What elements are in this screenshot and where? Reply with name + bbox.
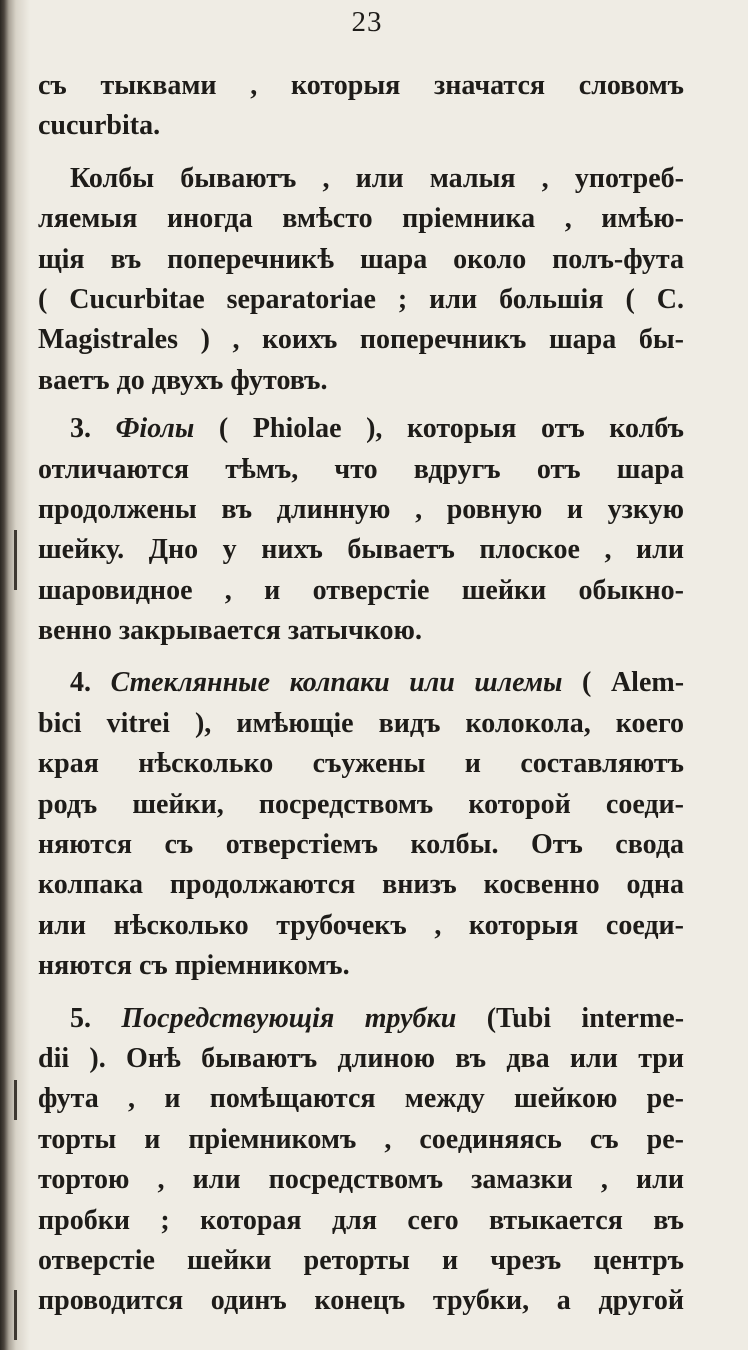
- book-page: [38, 0, 684, 1350]
- text-line: проводится одинъ конецъ трубки, а другой: [38, 1285, 684, 1317]
- text-line: шаровидное , и отверстіе шейки обыкно-: [38, 574, 684, 606]
- item-rest: ( Alem-: [582, 667, 684, 699]
- spine-mark: [14, 1290, 17, 1340]
- item-term: Стеклянные колпаки или шлемы: [110, 667, 563, 699]
- text-line: Колбы бываютъ , или малыя , употреб-: [70, 162, 684, 194]
- text-line: няются съ пріемникомъ.: [38, 950, 350, 982]
- text-line: Magistrales ) , коихъ поперечникъ шара бы-: [38, 324, 684, 356]
- text-line: [38, 999, 684, 1039]
- text-line: cucurbita.: [38, 110, 161, 142]
- item-term: Посредствующія трубки: [121, 1002, 457, 1034]
- text-line: няются съ отверстіемъ колбы. Отъ свода: [38, 829, 684, 861]
- text-line: пробки ; которая для сего втыкается въ: [38, 1204, 684, 1236]
- book-spine-shadow: [0, 0, 30, 1350]
- paragraph-phials: [38, 409, 684, 651]
- text-line: родъ шейки, посредствомъ которой соеди-: [38, 788, 684, 820]
- page-number: 23: [351, 6, 383, 38]
- text-line: отличаются тѣмъ, что вдругъ отъ шара: [38, 453, 684, 485]
- text-line: или нѣсколько трубочекъ , которыя соеди-: [38, 909, 684, 941]
- paragraph-tubes: [38, 999, 684, 1322]
- text-line: отверстіе шейки реторты и чрезъ центръ: [38, 1244, 684, 1276]
- text-line: продолжены въ длинную , ровную и узкую: [38, 493, 684, 525]
- text-line: [38, 409, 684, 449]
- text-line: венно закрывается затычкою.: [38, 615, 422, 647]
- text-line: bici vitrei ), имѣющіе видъ колокола, коего: [38, 707, 684, 739]
- text-line: тортою , или посредствомъ замазки , или: [38, 1164, 684, 1196]
- item-number: 4.: [70, 667, 91, 699]
- item-number: 5.: [70, 1002, 91, 1034]
- text-line: ляемыя иногда вмѣсто пріемника , имѣю-: [38, 203, 684, 235]
- text-line: ваетъ до двухъ футовъ.: [38, 364, 328, 396]
- paragraph-alembics: [38, 663, 684, 986]
- text-line: щія въ поперечникѣ шара около полъ-фута: [38, 243, 684, 275]
- text-line: торты и пріемникомъ , соединяясь съ ре-: [38, 1123, 684, 1155]
- item-term: Фіолы: [115, 413, 195, 445]
- text-line: съ тыквами , которыя значатся словомъ: [38, 70, 684, 101]
- item-rest: (Tubi interme-: [486, 1002, 684, 1034]
- text-line: dii ). Онѣ бываютъ длиною въ два или три: [38, 1042, 684, 1074]
- text-line: шейку. Дно у нихъ бываетъ плоское , или: [38, 534, 684, 566]
- text-line: [38, 663, 684, 703]
- text-line: фута , и помѣщаются между шейкою ре-: [38, 1083, 684, 1115]
- paragraph-flasks: [38, 159, 684, 401]
- text-line: колпака продолжаются внизъ косвенно одна: [38, 869, 684, 901]
- item-rest: ( Phiolae ), которыя отъ колбъ: [218, 413, 684, 445]
- text-line: ( Cucurbitae separatoriae ; или большія ( C.: [38, 283, 684, 315]
- item-number: 3.: [70, 413, 91, 445]
- paragraph-continuation: [38, 66, 684, 147]
- text-line: края нѣсколько съужены и составляютъ: [38, 748, 684, 780]
- spine-mark: [14, 1080, 17, 1120]
- spine-mark: [14, 530, 17, 590]
